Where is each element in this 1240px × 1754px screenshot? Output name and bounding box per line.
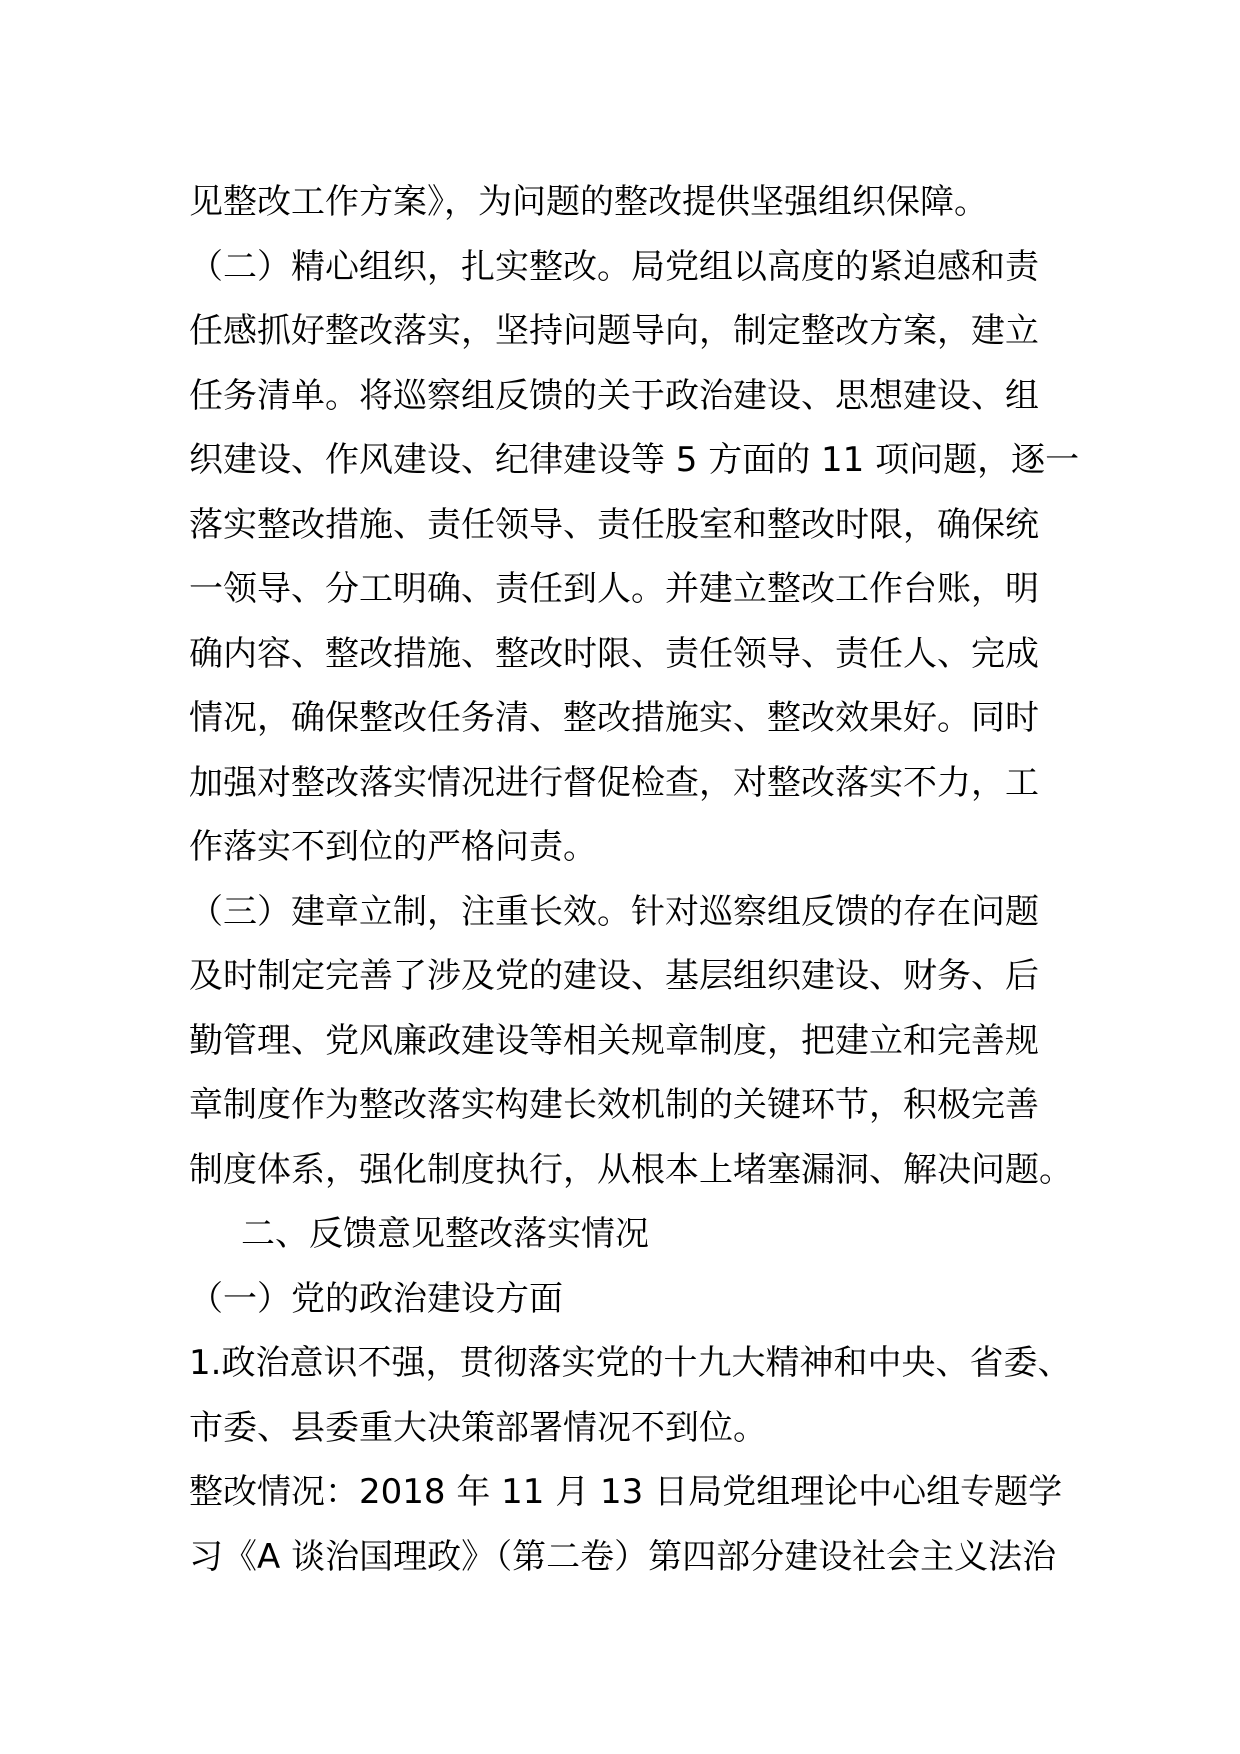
- text-line: 一领导、分工明确、责任到人。并建立整改工作台账，明: [189, 569, 1039, 609]
- text-line: 章制度作为整改落实构建长效机制的关键环节，积极完善: [189, 1085, 1039, 1125]
- text-line: 织建设、作风建设、纪律建设等 5 方面的 11 项问题，逐一: [189, 440, 1080, 480]
- subsection-heading: （一）党的政治建设方面: [189, 1278, 563, 1319]
- text-line: 及时制定完善了涉及党的建设、基层组织建设、财务、后: [189, 956, 1039, 996]
- text-line: 落实整改措施、责任领导、责任股室和整改时限，确保统: [189, 504, 1039, 545]
- text-line: 制度体系，强化制度执行，从根本上堵塞漏洞、解决问题。: [189, 1149, 1073, 1190]
- text-line: 确内容、整改措施、整改时限、责任领导、责任人、完成: [189, 633, 1039, 674]
- text-line: （二）精心组织，扎实整改。局党组以高度的紧迫感和责: [189, 246, 1039, 287]
- text-line: （三）建章立制，注重长效。针对巡察组反馈的存在问题: [189, 891, 1039, 932]
- text-line: 整改情况：2018 年 11 月 13 日局党组理论中心组专题学: [189, 1472, 1063, 1512]
- text-line: 情况，确保整改任务清、整改措施实、整改效果好。同时: [189, 698, 1039, 738]
- text-line: 见整改工作方案》，为问题的整改提供坚强组织保障。: [189, 182, 988, 222]
- text-line: 1.政治意识不强，贯彻落实党的十九大精神和中央、省委、: [189, 1343, 1072, 1383]
- text-line: 勤管理、党风廉政建设等相关规章制度，把建立和完善规: [189, 1020, 1039, 1061]
- text-line: 任感抓好整改落实，坚持问题导向，制定整改方案，建立: [189, 311, 1039, 351]
- text-line: 任务清单。将巡察组反馈的关于政治建设、思想建设、组: [189, 375, 1039, 416]
- document-body: [189, 170, 1080, 1589]
- text-line: 加强对整改落实情况进行督促检查，对整改落实不力，工: [189, 762, 1039, 803]
- text-line: 作落实不到位的严格问责。: [189, 827, 597, 867]
- text-line: 习《A 谈治国理政》（第二卷）第四部分建设社会主义法治: [189, 1536, 1057, 1577]
- text-line: 市委、县委重大决策部署情况不到位。: [189, 1407, 767, 1448]
- section-heading: 二、反馈意见整改落实情况: [241, 1214, 649, 1254]
